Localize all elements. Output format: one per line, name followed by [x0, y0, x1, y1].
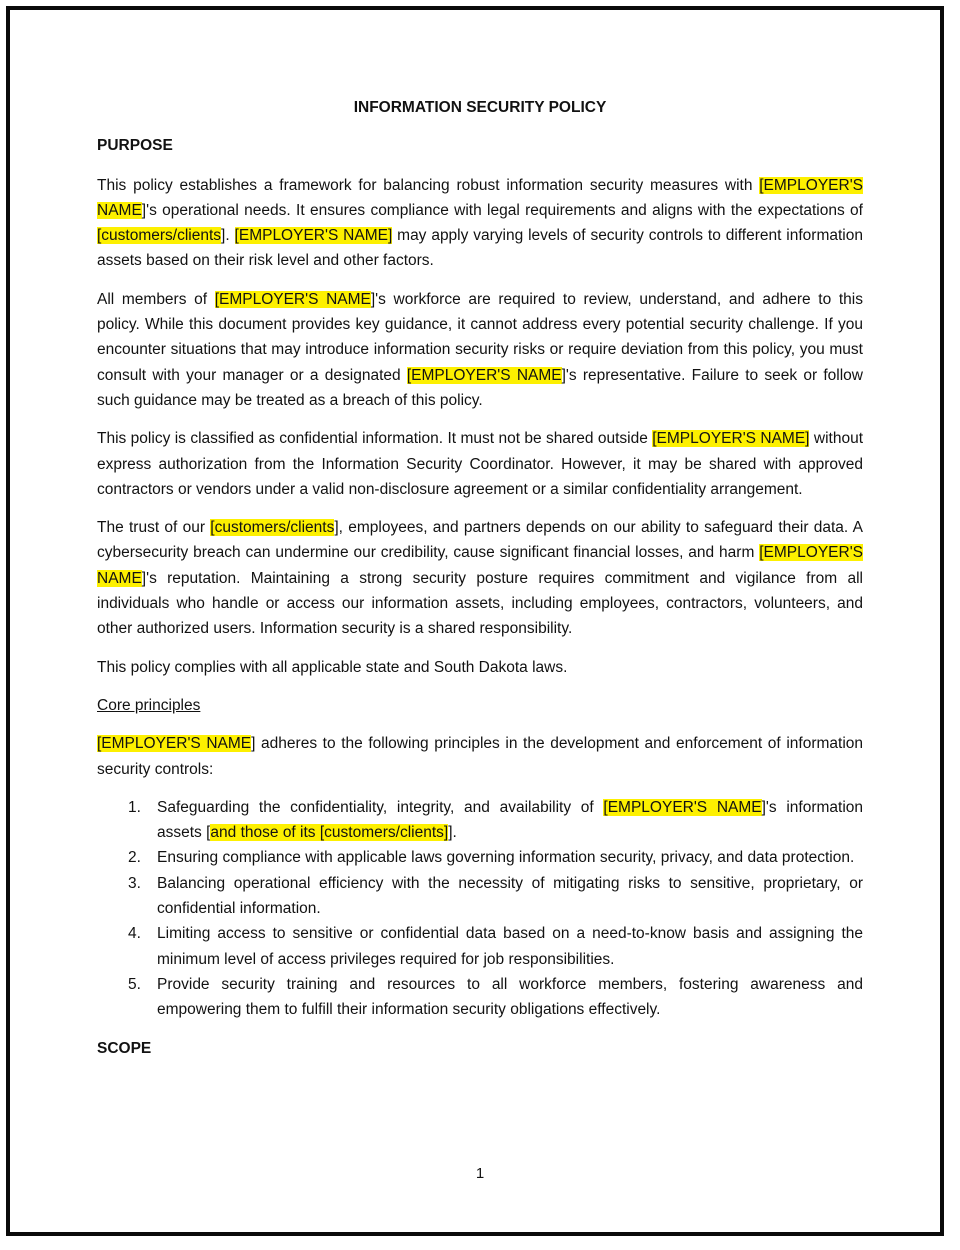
list-item — [97, 871, 863, 922]
highlighted-placeholder: [customers/clients — [210, 519, 335, 537]
highlighted-placeholder: [EMPLOYER'S NAME — [97, 544, 863, 587]
principles-list — [97, 795, 863, 1023]
paragraph-purpose-1 — [97, 173, 863, 274]
text-run: ]. — [448, 824, 457, 842]
paragraph-confidentiality — [97, 426, 863, 502]
text-run: Balancing operational efficiency with the necessity of mitigating risks to sensitive, proprietary, or confidential information. — [157, 874, 863, 918]
highlighted-placeholder: and those of its [customers/clients] — [210, 824, 449, 842]
list-item-number: 4. — [128, 925, 141, 943]
text-run: may apply varying levels of security controls to different information assets based on their risk level and other factors. — [97, 227, 863, 270]
list-item-number: 5. — [128, 975, 141, 993]
highlighted-placeholder: [EMPLOYER'S NAME — [603, 798, 762, 816]
text-run: This policy is classified as confidential information. It must not be shared outside — [97, 430, 653, 448]
list-item — [97, 795, 863, 846]
text-run: Limiting access to sensitive or confidential data based on a need-to-know basis and assigning the minimum level of access privileges required for job responsibilities. — [157, 925, 863, 968]
text-run: This policy complies with all applicable state and South Dakota laws. — [97, 658, 568, 676]
page-number: 1 — [475, 1165, 485, 1182]
text-run: ]'s operational needs. It ensures compliance with legal requirements and aligns with the expectations of — [141, 201, 863, 219]
list-item-text — [157, 972, 863, 1023]
list-item-text — [157, 921, 863, 972]
list-item-number: 2. — [128, 849, 141, 867]
highlighted-placeholder: [EMPLOYER'S NAME] — [652, 430, 810, 448]
highlighted-placeholder: [EMPLOYER'S NAME] — [234, 227, 393, 245]
text-run: Provide security training and resources to all workforce members, fostering awareness and empowering them to fulfill their information security obligations effectively. — [157, 975, 863, 1019]
text-run: All members of — [97, 290, 215, 308]
text-run: ]. — [221, 227, 235, 245]
highlighted-placeholder: [EMPLOYER'S NAME — [97, 176, 863, 219]
heading-purpose: PURPOSE — [97, 137, 173, 155]
highlighted-placeholder: [EMPLOYER'S NAME — [406, 366, 562, 384]
text-run: ]'s reputation. Maintaining a strong security posture requires commitment and vigilance from all individuals who handle or access our information assets, including employees, contractors, volunteers, and other authorized users. Information security is a shared responsibility. — [97, 569, 863, 638]
text-run: Safeguarding the confidentiality, integrity, and availability of — [157, 798, 604, 816]
text-run: ]'s representative. Failure to seek or follow such guidance may be treated as a breach of this policy. — [97, 366, 864, 409]
highlighted-placeholder: [EMPLOYER'S NAME — [97, 735, 252, 753]
text-run: ] adheres to the following principles in the development and enforcement of information security controls: — [97, 735, 864, 778]
list-item-text — [157, 871, 863, 922]
page-content — [97, 95, 863, 1061]
list-item — [97, 972, 863, 1023]
highlighted-placeholder: [EMPLOYER'S NAME — [214, 290, 371, 308]
text-run: Ensuring compliance with applicable laws governing information security, privacy, and data protection. — [157, 849, 855, 867]
text-run: ], employees, and partners depends on our ability to safeguard their data. A cybersecurity breach can undermine our credibility, cause significant financial losses, and harm — [97, 519, 863, 562]
paragraph-principles-intro — [97, 731, 863, 782]
text-run: without express authorization from the Information Security Coordinator. However, it may be shared with approved contractors or vendors under a valid non-disclosure agreement or a similar confidentiality arrangement. — [97, 430, 863, 498]
text-run: ]'s information assets [ — [157, 798, 864, 842]
list-item-text — [157, 845, 863, 870]
list-item — [97, 845, 863, 870]
paragraph-compliance — [97, 655, 863, 680]
highlighted-placeholder: [customers/clients — [97, 227, 222, 245]
list-item-number: 3. — [128, 874, 141, 892]
document-title: INFORMATION SECURITY POLICY — [353, 99, 607, 116]
list-item — [97, 921, 863, 972]
text-run: ]'s workforce are required to review, understand, and adhere to this policy. While this document provides key guidance, it cannot address every potential security challenge. If you encounter situations that may introduce information security risks or require deviation from this policy, you must consult with your manager or a designated — [97, 290, 863, 384]
heading-scope: SCOPE — [97, 1039, 152, 1057]
list-item-text — [157, 795, 863, 846]
paragraph-purpose-2 — [97, 287, 863, 413]
paragraph-trust — [97, 515, 863, 641]
text-run: The trust of our — [97, 519, 211, 537]
heading-core-principles: Core principles — [97, 696, 201, 714]
text-run: This policy establishes a framework for balancing robust information security measures with — [97, 176, 760, 194]
list-item-number: 1. — [128, 798, 141, 816]
